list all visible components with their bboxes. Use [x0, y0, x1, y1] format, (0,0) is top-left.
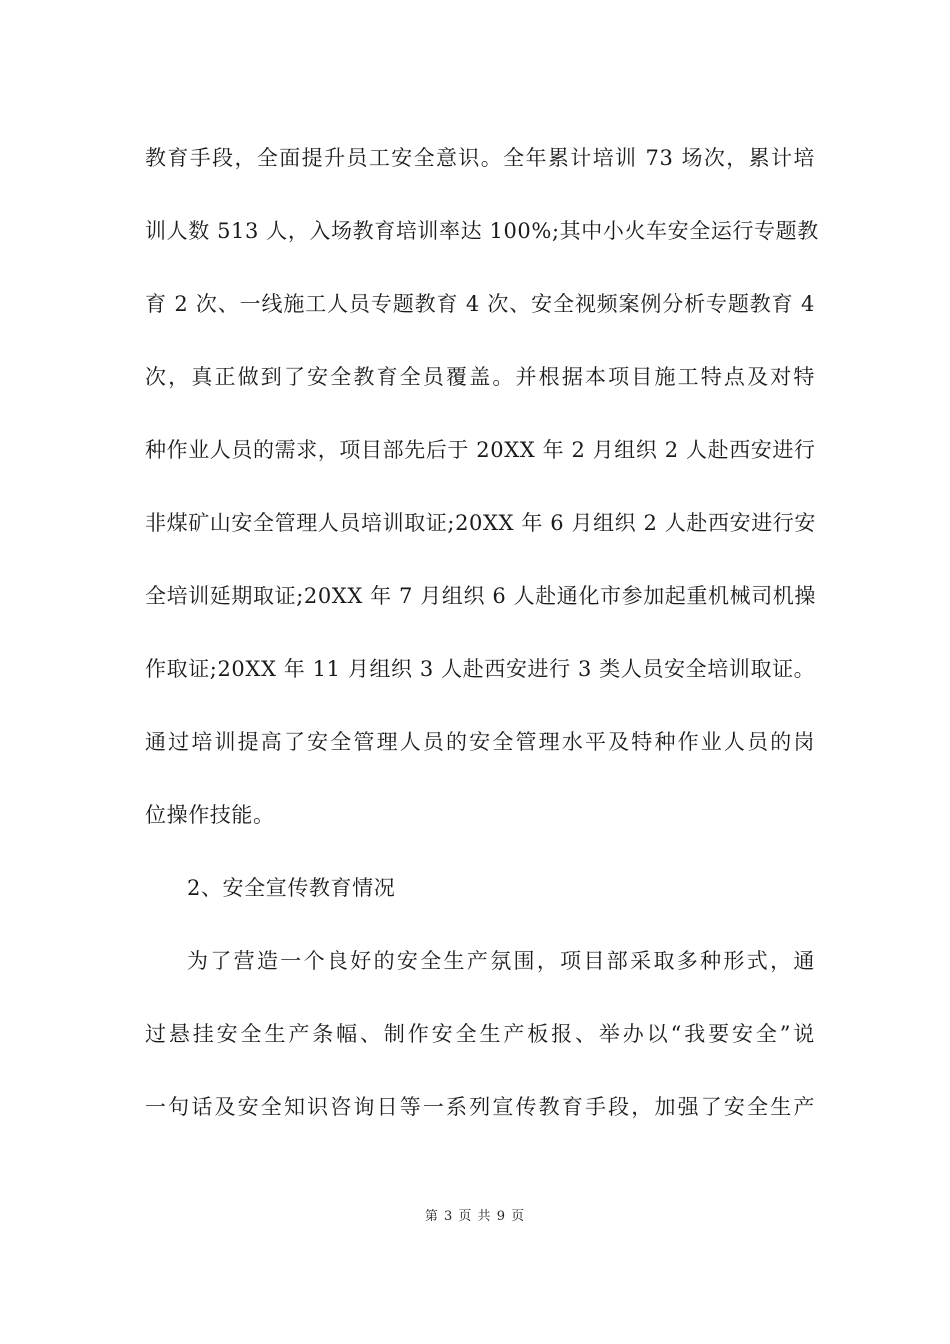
paragraph-line: 次，真正做到了安全教育全员覆盖。并根据本项目施工特点及对特: [145, 365, 815, 389]
page-number: 第 3 页 共 9 页: [424, 1209, 526, 1224]
paragraph-line: 一句话及安全知识咨询日等一系列宣传教育手段，加强了安全生产: [145, 1095, 815, 1119]
paragraph-line: 通过培训提高了安全管理人员的安全管理水平及特种作业人员的岗: [145, 730, 815, 754]
paragraph-line: 作取证;20XX 年 11 月组织 3 人赴西安进行 3 类人员安全培训取证。: [145, 657, 816, 681]
paragraph-line: 种作业人员的需求，项目部先后于 20XX 年 2 月组织 2 人赴西安进行: [145, 438, 816, 462]
paragraph-line: 位操作技能。: [145, 803, 275, 827]
paragraph-line: 育 2 次、一线施工人员专题教育 4 次、安全视频案例分析专题教育 4: [145, 292, 815, 316]
section-heading: 2、安全宣传教育情况: [187, 876, 396, 900]
paragraph-line: 全培训延期取证;20XX 年 7 月组织 6 人赴通化市参加起重机械司机操: [145, 584, 816, 608]
paragraph-line: 训人数 513 人，入场教育培训率达 100%;其中小火车安全运行专题教: [145, 219, 819, 243]
paragraph-line: 非煤矿山安全管理人员培训取证;20XX 年 6 月组织 2 人赴西安进行安: [145, 511, 816, 535]
paragraph-line: 为了营造一个良好的安全生产氛围，项目部采取多种形式，通: [187, 949, 815, 973]
paragraph-line: 教育手段，全面提升员工安全意识。全年累计培训 73 场次，累计培: [145, 146, 815, 170]
paragraph-line: 过悬挂安全生产条幅、制作安全生产板报、举办以“我要安全”说: [145, 1022, 815, 1046]
